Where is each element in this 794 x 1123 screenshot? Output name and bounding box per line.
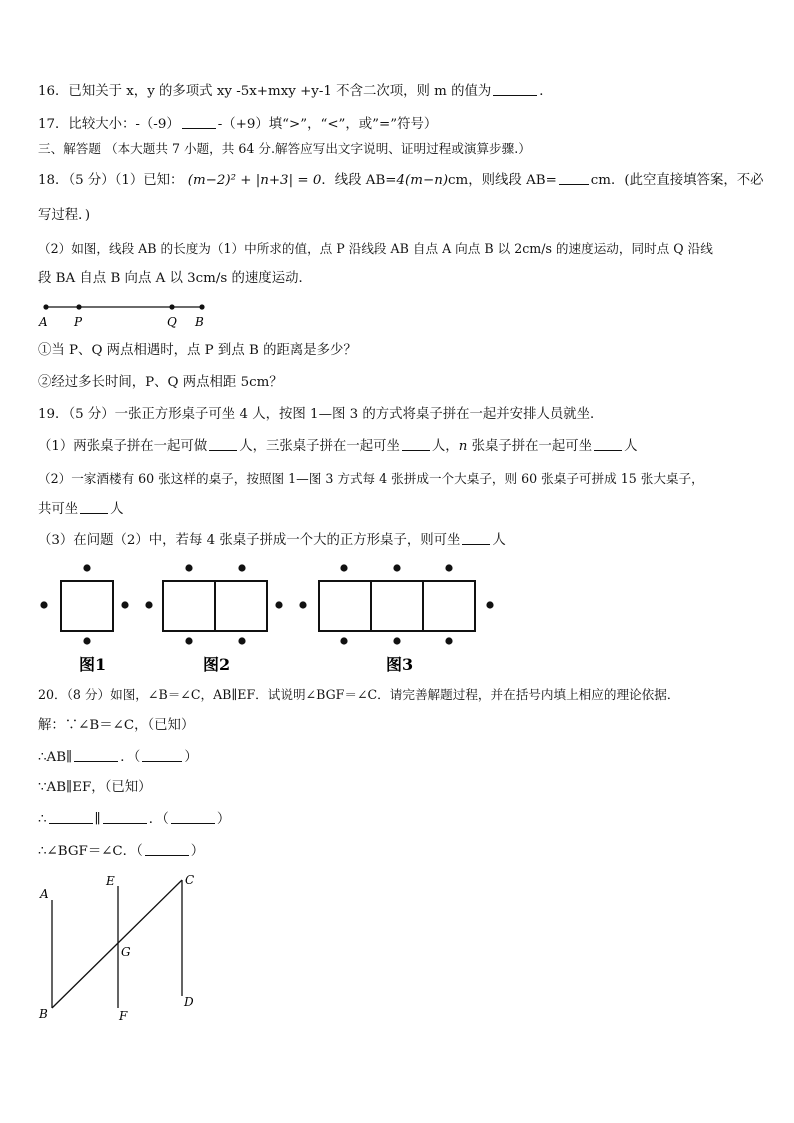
label-b: B	[195, 315, 204, 329]
question-16	[38, 82, 553, 101]
label-q: Q	[167, 315, 177, 329]
q18-head: 18．（5 分）（1）已知：	[38, 173, 184, 188]
question-19-part3	[38, 531, 506, 550]
geometry-figure	[30, 868, 220, 1028]
question-18-part2-a: （2）如图，线段 AB 的长度为（1）中所求的值，点 P 沿线段 AB 自点 A 向点 B 以 2cm/s 的速度运动，同时点 Q 沿线	[38, 241, 713, 256]
q19-p3b: 人	[492, 533, 506, 548]
reason-blank[interactable]	[171, 810, 215, 824]
label-f: F	[119, 1009, 128, 1023]
q19-p2c: 人	[110, 502, 124, 517]
fig3-caption: 图3	[386, 655, 414, 674]
q19-p1c: 人，	[431, 439, 459, 454]
fig1-caption: 图1	[79, 655, 107, 674]
answer-blank[interactable]	[80, 500, 108, 514]
q20-line2	[38, 748, 198, 767]
question-19-part2-b	[38, 500, 124, 519]
answer-blank[interactable]	[182, 115, 216, 129]
section-heading: 三、解答题 （本大题共 7 小题，共 64 分.解答应写出文字说明、证明过程或演算步骤.）	[38, 141, 531, 156]
q19-p1d: 张桌子拼在一起可坐	[467, 439, 593, 454]
q16-text: 16．已知关于 x，y 的多项式 xy -5x+mxy +y-1 不含二次项，则 m 的值为	[38, 84, 492, 99]
answer-blank[interactable]	[462, 531, 490, 545]
table-fig3	[319, 581, 475, 631]
q20-l2a: ∴AB∥	[38, 750, 73, 765]
q18-mid: ．线段 AB=	[321, 173, 397, 188]
question-18-sub2: ②经过多长时间，P、Q 两点相距 5cm？	[38, 375, 283, 390]
question-19-head: 19．（5 分）一张正方形桌子可坐 4 人，按图 1—图 3 的方式将桌子拼在一起并安排人员就坐．	[38, 407, 604, 422]
tables-figure	[30, 556, 510, 678]
label-a: A	[40, 887, 49, 901]
point-p	[76, 304, 81, 309]
q20-l4d: ）	[216, 812, 231, 827]
q20-line5	[38, 842, 204, 861]
q20-l2c: ）	[184, 750, 198, 765]
question-18-line1	[38, 171, 764, 190]
table-fig1	[61, 581, 113, 631]
answer-blank[interactable]	[103, 810, 147, 824]
q18-formula2: 4(m−n)	[396, 173, 449, 188]
q17-left: 17．比较大小：-（-9）	[38, 117, 180, 132]
question-18-part2-b: 段 BA 自点 B 向点 A 以 3cm/s 的速度运动．	[38, 271, 312, 286]
segment-ab-figure	[30, 296, 220, 332]
question-20-head: 20．（8 分）如图，∠B＝∠C，AB∥EF．试说明∠BGF＝∠C．请完善解题过程，并在括号内填上相应的理论依据．	[38, 687, 680, 702]
q20-l2b: ．（	[120, 750, 141, 765]
question-17	[38, 115, 437, 134]
label-a: A	[39, 315, 48, 329]
answer-blank[interactable]	[402, 437, 430, 451]
q19-p2b: 共可坐	[38, 502, 79, 517]
q20-l4a: ∴	[38, 812, 47, 827]
point-b	[199, 304, 204, 309]
label-d: D	[184, 995, 194, 1009]
q18-mid2: cm，则线段 AB=	[448, 173, 557, 188]
label-e: E	[106, 874, 115, 888]
label-p: P	[74, 315, 83, 329]
answer-blank[interactable]	[559, 171, 589, 185]
question-18-line2: 写过程．)	[38, 208, 91, 223]
q20-line4	[38, 810, 230, 829]
q19-n: n	[458, 439, 468, 454]
reason-blank[interactable]	[145, 842, 189, 856]
point-a	[43, 304, 48, 309]
question-19-part1	[38, 437, 637, 456]
answer-blank[interactable]	[209, 437, 237, 451]
question-19-part2: （2）一家酒楼有 60 张这样的桌子，按照图 1—图 3 方式每 4 张拼成一个大桌子，则 60 张桌子可拼成 15 张大桌子，	[38, 471, 704, 486]
q20-l4b: ∥	[94, 812, 101, 827]
answer-blank[interactable]	[49, 810, 93, 824]
q20-l4c: ．（	[148, 812, 169, 827]
q20-line1: 解：∵∠B＝∠C，（已知）	[38, 718, 195, 733]
q17-right: -（+9）填“>”，“<”，或”=”符号）	[217, 117, 438, 132]
label-c: C	[185, 873, 195, 887]
q20-l5b: ）	[190, 844, 205, 859]
q16-end: ．	[539, 84, 553, 99]
q19-p1b: 人，三张桌子拼在一起可坐	[239, 439, 400, 454]
q19-p1e: 人	[624, 439, 638, 454]
label-b: B	[39, 1007, 48, 1021]
label-g: G	[121, 945, 131, 959]
answer-blank[interactable]	[74, 748, 118, 762]
answer-blank[interactable]	[493, 82, 537, 96]
line-bc	[52, 880, 182, 1008]
q20-l5a: ∴∠BGF＝∠C．（	[38, 844, 143, 859]
q19-p1a: （1）两张桌子拼在一起可做	[38, 439, 208, 454]
q20-line3: ∵AB∥EF，（已知）	[38, 780, 152, 795]
reason-blank[interactable]	[142, 748, 182, 762]
question-18-sub1: ①当 P、Q 两点相遇时，点 P 到点 B 的距离是多少？	[38, 343, 357, 358]
q19-p3a: （3）在问题（2）中，若每 4 张桌子拼成一个大的正方形桌子，则可坐	[38, 533, 461, 548]
fig2-caption: 图2	[203, 655, 231, 674]
answer-blank[interactable]	[594, 437, 622, 451]
q18-tail: cm．(此空直接填答案，不必	[590, 173, 764, 188]
q18-formula: (m−2)² + |n+3| = 0	[187, 173, 322, 188]
point-q	[169, 304, 174, 309]
